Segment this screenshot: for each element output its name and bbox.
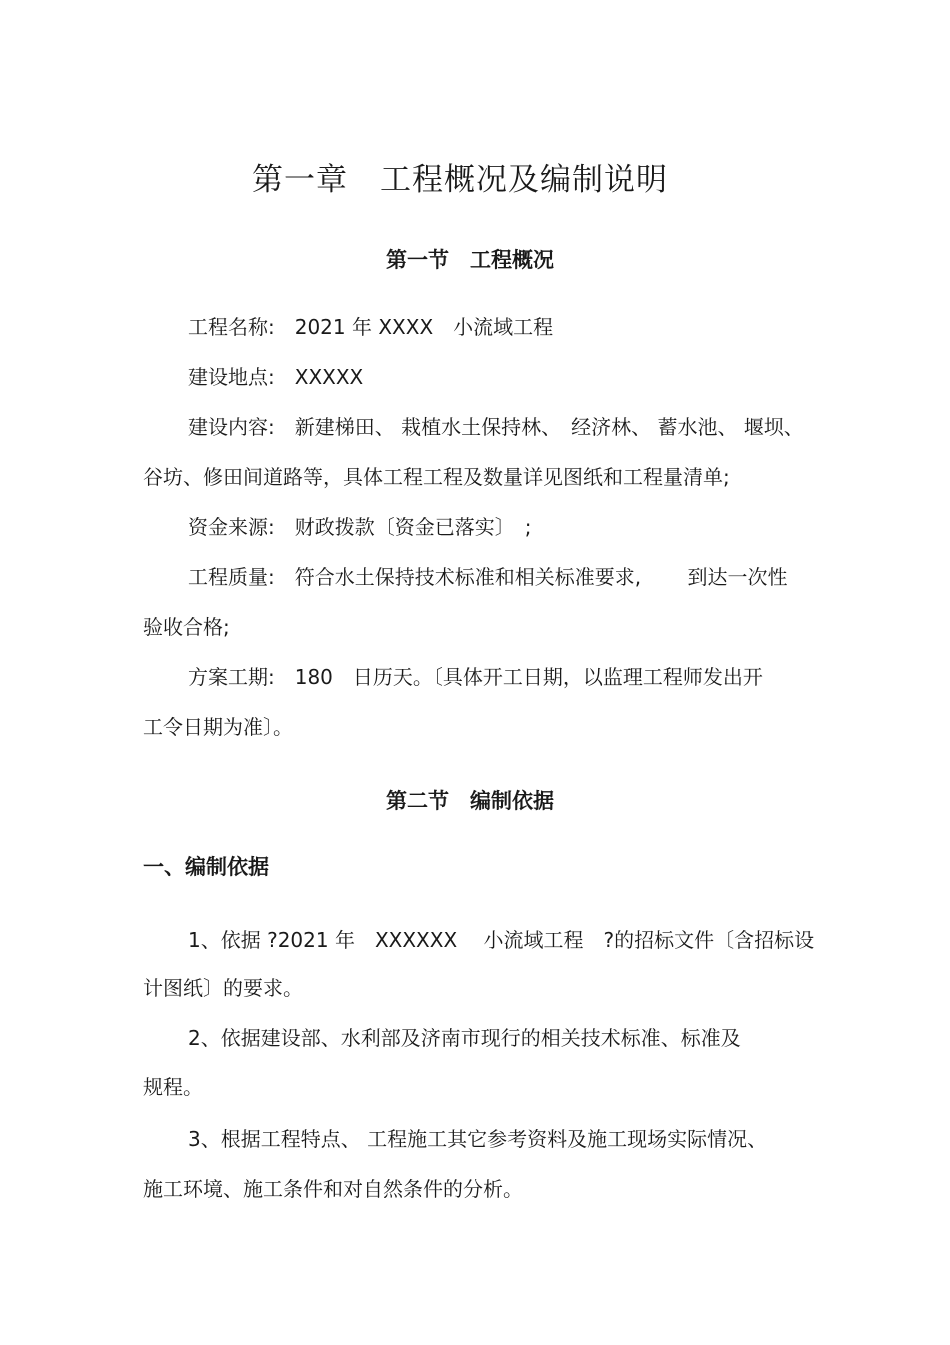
schedule-line: 方案工期: 180 日历天。〔具体开工日期，以监理工程师发出开 bbox=[188, 665, 763, 689]
construction-content-line: 建设内容: 新建梯田、 栽植水土保持林、 经济林、 蓄水池、 堰坝、 bbox=[188, 415, 804, 439]
basis-item-3: 3、根据工程特点、 工程施工其它参考资料及施工现场实际情况、 bbox=[188, 1127, 768, 1151]
basis-item-3-continued: 施工环境、施工条件和对自然条件的分析。 bbox=[143, 1177, 523, 1201]
basis-item-2: 2、依据建设部、水利部及济南市现行的相关技术标准、标准及 bbox=[188, 1026, 741, 1050]
basis-item-1: 1、依据 ?2021 年 XXXXXX 小流域工程 ?的招标文件〔含招标设 bbox=[188, 928, 815, 952]
construction-content-continued: 谷坊、修田间道路等，具体工程工程及数量详见图纸和工程量清单; bbox=[143, 465, 730, 489]
project-name-line: 工程名称: 2021 年 XXXX 小流域工程 bbox=[188, 315, 554, 339]
quality-line-continued: 验收合格; bbox=[143, 615, 230, 639]
section-title-overview: 第一节 工程概况 bbox=[386, 248, 554, 272]
basis-item-2-continued: 规程。 bbox=[143, 1075, 203, 1099]
chapter-title: 第一章 工程概况及编制说明 bbox=[252, 162, 668, 198]
quality-line: 工程质量: 符合水土保持技术标准和相关标准要求, 到达一次性 bbox=[188, 565, 788, 589]
project-location-line: 建设地点: XXXXX bbox=[188, 365, 364, 389]
section-title-basis: 第二节 编制依据 bbox=[386, 789, 554, 813]
funding-source-line: 资金来源: 财政拨款〔资金已落实〕 ; bbox=[188, 515, 532, 539]
basis-subheading: 一、编制依据 bbox=[143, 855, 269, 879]
basis-item-1-continued: 计图纸〕的要求。 bbox=[143, 976, 303, 1000]
schedule-line-continued: 工令日期为准〕。 bbox=[143, 715, 293, 739]
